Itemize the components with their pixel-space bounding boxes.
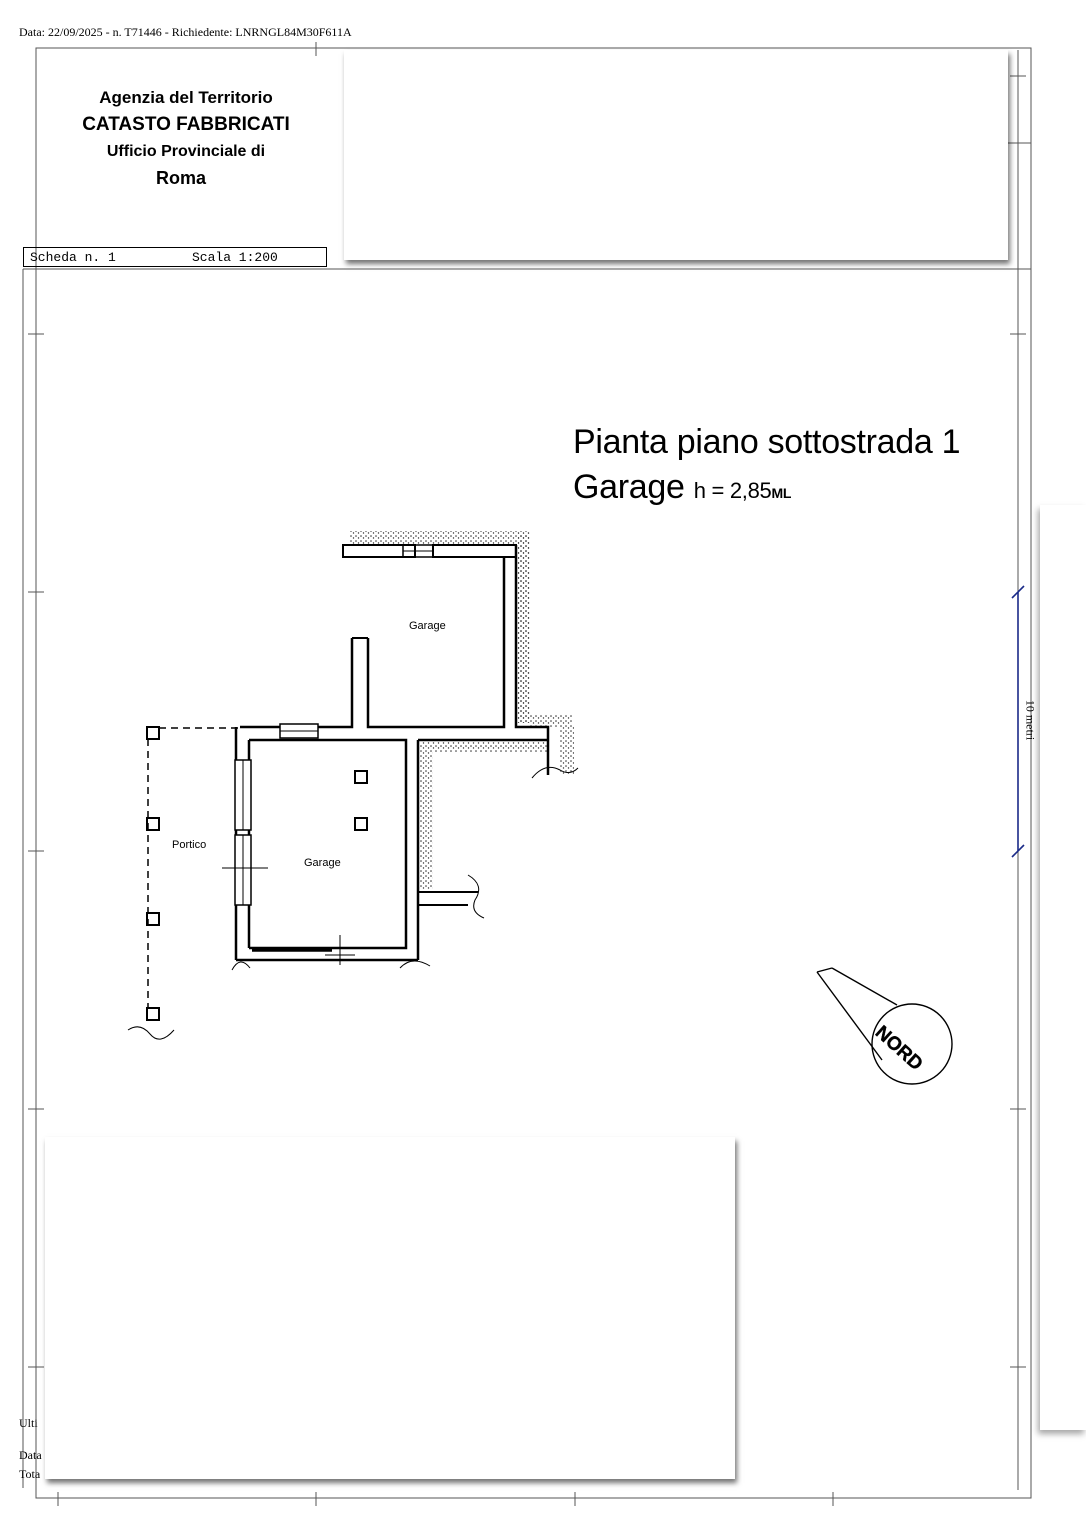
hatch-strips <box>350 531 574 890</box>
office-city: Roma <box>155 168 206 188</box>
office-label: Ufficio Provinciale di <box>106 143 266 160</box>
registry-name: CATASTO FABBRICATI <box>82 114 290 135</box>
room-label-portico: Portico <box>172 839 207 851</box>
plan-title-height: h = 2,85 <box>693 478 772 503</box>
request-info-line: Data: 22/09/2025 - n. T71446 - Richiedente: LNRNGL84M30F611A <box>19 25 352 39</box>
redacted-panel-right <box>1040 505 1086 1430</box>
footer-fragment-3: Tota <box>19 1467 41 1481</box>
scale-bar-label: 10 metri <box>1023 699 1038 741</box>
plan-title-line2 <box>573 465 960 516</box>
sheet-scale: Scala 1:200 <box>192 250 278 265</box>
room-label-garage-lower: Garage <box>304 857 341 869</box>
footer-fragment-2: Data <box>19 1448 42 1462</box>
north-label: NORD <box>870 1022 927 1076</box>
sheet-number: Scheda n. 1 <box>30 250 116 265</box>
redacted-panel-bottom <box>45 1137 735 1479</box>
plan-title-garage: Garage <box>573 468 685 506</box>
floor-plan <box>128 545 578 1039</box>
plan-title-line1: Pianta piano sottostrada 1 <box>573 423 961 461</box>
redacted-panel-top <box>344 50 1008 260</box>
room-label-garage-upper: Garage <box>409 620 446 632</box>
sheet-info-box <box>23 247 327 267</box>
footer-fragment-1: Ulti <box>19 1416 38 1430</box>
agency-name: Agenzia del Territorio <box>99 88 273 107</box>
agency-block <box>40 84 332 192</box>
plan-title-unit: ML <box>771 485 792 501</box>
plan-title <box>573 420 960 516</box>
